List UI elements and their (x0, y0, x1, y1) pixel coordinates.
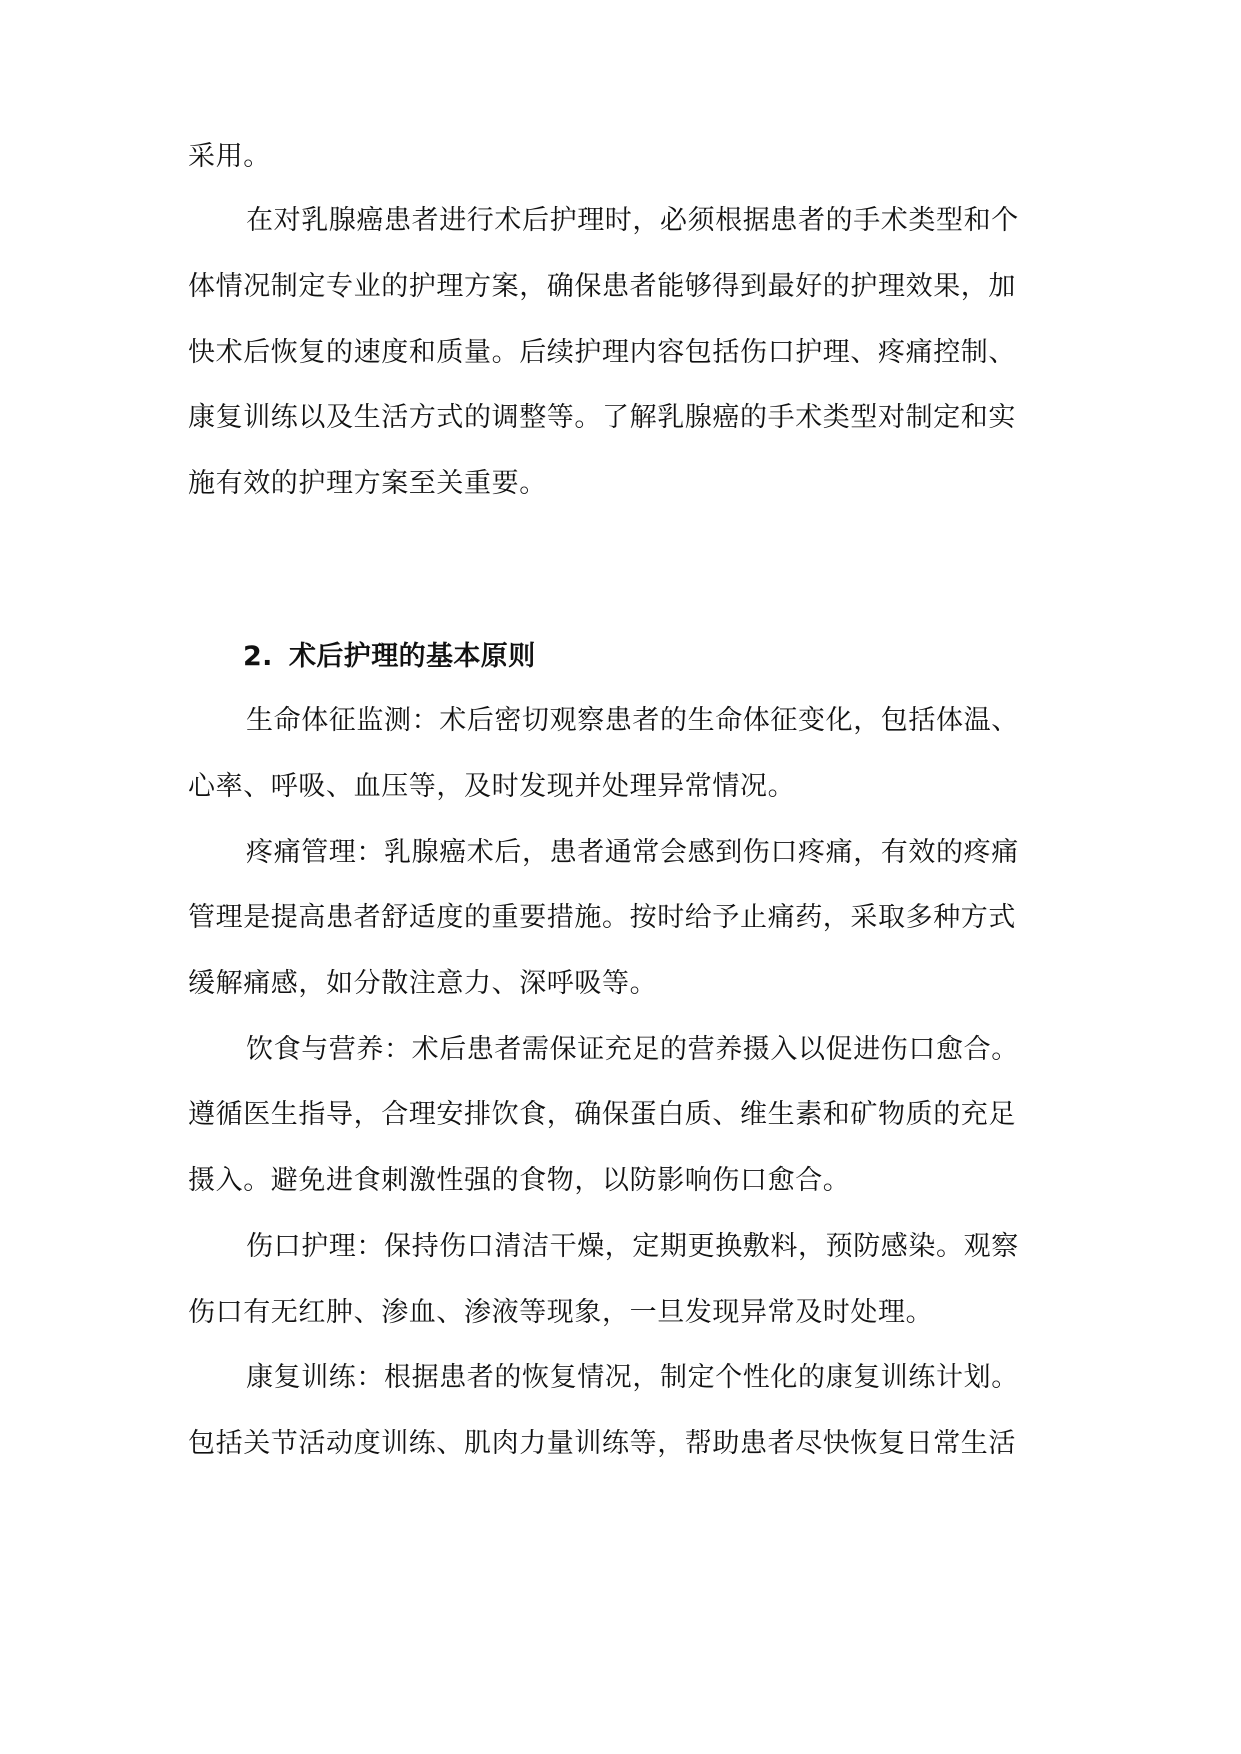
rehab-training-line-1: 康复训练：根据患者的恢复情况，制定个性化的康复训练计划。 (246, 1362, 1019, 1393)
pain-management-line-1: 疼痛管理：乳腺癌术后，患者通常会感到伤口疼痛，有效的疼痛 (246, 837, 1019, 868)
section-heading (243, 637, 536, 677)
section-title: 术后护理的基本原则 (289, 641, 536, 672)
rehab-training-line-2: 包括关节活动度训练、肌肉力量训练等，帮助患者尽快恢复日常生活 (188, 1428, 1016, 1459)
paragraph1-line-4: 康复训练以及生活方式的调整等。了解乳腺癌的手术类型对制定和实 (188, 402, 1016, 433)
pain-management-line-2: 管理是提高患者舒适度的重要措施。按时给予止痛药，采取多种方式 (188, 902, 1016, 933)
vital-signs-line-1: 生命体征监测：术后密切观察患者的生命体征变化，包括体温、 (246, 705, 1019, 736)
diet-nutrition-line-2: 遵循医生指导，合理安排饮食，确保蛋白质、维生素和矿物质的充足 (188, 1099, 1016, 1130)
wound-care-line-2: 伤口有无红肿、渗血、渗液等现象，一旦发现异常及时处理。 (188, 1297, 934, 1328)
paragraph1-line-1: 在对乳腺癌患者进行术后护理时，必须根据患者的手术类型和个 (246, 205, 1019, 236)
paragraph1-line-3: 快术后恢复的速度和质量。后续护理内容包括伤口护理、疼痛控制、 (188, 337, 1016, 368)
diet-nutrition-line-3: 摄入。避免进食刺激性强的食物，以防影响伤口愈合。 (188, 1165, 851, 1196)
paragraph1-line-5: 施有效的护理方案至关重要。 (188, 468, 547, 499)
paragraph1-line-2: 体情况制定专业的护理方案，确保患者能够得到最好的护理效果，加 (188, 271, 1016, 302)
intro-line: 采用。 (188, 141, 271, 172)
wound-care-line-1: 伤口护理：保持伤口清洁干燥，定期更换敷料，预防感染。观察 (246, 1231, 1019, 1262)
pain-management-line-3: 缓解痛感，如分散注意力、深呼吸等。 (188, 968, 658, 999)
vital-signs-line-2: 心率、呼吸、血压等，及时发现并处理异常情况。 (188, 771, 796, 802)
diet-nutrition-line-1: 饮食与营养：术后患者需保证充足的营养摄入以促进伤口愈合。 (246, 1034, 1019, 1065)
section-number: 2. (243, 641, 273, 672)
